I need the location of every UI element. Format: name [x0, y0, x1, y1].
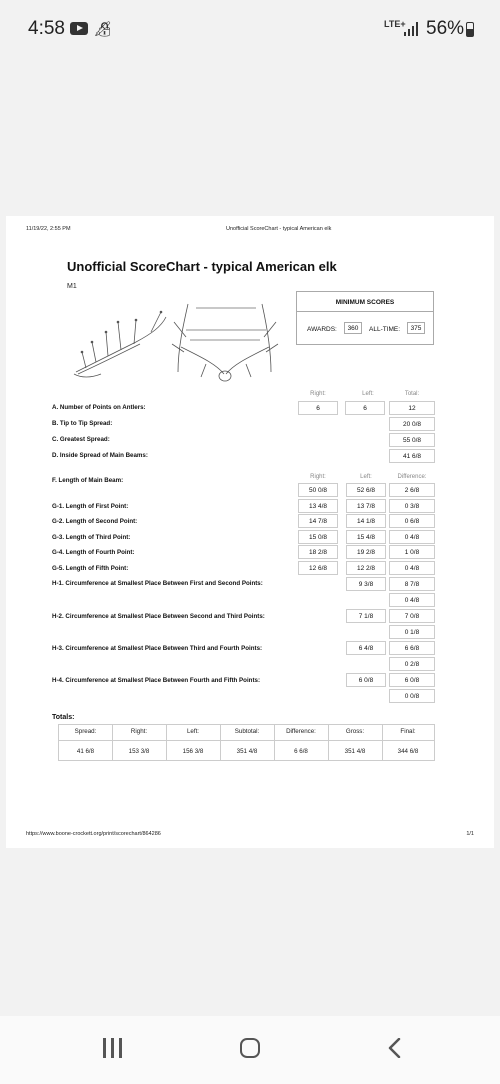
h4-right: 6 0/8: [346, 673, 386, 687]
lock-icon: 🔏︎: [93, 21, 113, 38]
totals-table: [58, 724, 435, 761]
main-beam-diff: 2 6/8: [389, 483, 435, 497]
g2-left: 14 1/8: [346, 514, 386, 528]
totals-label: Totals:: [52, 714, 75, 721]
totals-left: 156 3/8: [182, 748, 204, 755]
totals-header-subtotal: Subtotal:: [234, 728, 260, 735]
g2-right: 14 7/8: [298, 514, 338, 528]
totals-header-difference: Difference:: [286, 728, 316, 735]
inside-spread-value: 41 6/8: [389, 449, 435, 463]
totals-spread: 41 6/8: [76, 748, 95, 755]
totals-divider: [59, 740, 434, 741]
g2-diff: 0 6/8: [389, 514, 435, 528]
h1-right: 9 3/8: [346, 577, 386, 591]
g5-left: 12 2/8: [346, 561, 386, 575]
totals-right: 153 3/8: [128, 748, 150, 755]
g1-left: 13 7/8: [346, 499, 386, 513]
totals-subtotal: 351 4/8: [236, 748, 258, 755]
header-left: Left:: [362, 391, 374, 397]
totals-header-spread: Spread:: [74, 728, 97, 735]
greatest-spread-value: 55 0/8: [389, 433, 435, 447]
h1-label: H-1. Circumference at Smallest Place Between First and Second Points:: [52, 580, 263, 587]
h2-left: 7 0/8: [389, 609, 435, 623]
battery-icon: [466, 22, 474, 37]
h2-diff: 0 1/8: [389, 625, 435, 639]
tip-spread-label: B. Tip to Tip Spread:: [52, 420, 113, 427]
g1-diff: 0 3/8: [389, 499, 435, 513]
print-title: Unofficial ScoreChart - typical American elk: [226, 226, 332, 232]
document-page: [6, 216, 494, 848]
g5-label: G-5. Length of Fifth Point:: [52, 565, 129, 572]
g3-diff: 0 4/8: [389, 530, 435, 544]
h4-left: 6 0/8: [389, 673, 435, 687]
h1-diff: 0 4/8: [389, 593, 435, 607]
divider: [297, 311, 433, 312]
signal-icon: [404, 22, 420, 36]
h3-label: H-3. Circumference at Smallest Place Between Third and Fourth Points:: [52, 645, 263, 652]
h3-left: 6 6/8: [389, 641, 435, 655]
header-total: Total:: [404, 391, 420, 397]
back-button[interactable]: [386, 1038, 404, 1058]
header-right: Right:: [310, 391, 326, 397]
network-type: LTE+: [384, 19, 406, 29]
h3-right: 6 4/8: [346, 641, 386, 655]
header-left-2: Left:: [360, 474, 372, 480]
totals-gross: 351 4/8: [344, 748, 366, 755]
awards-label: AWARDS:: [307, 326, 337, 333]
totals-difference: 6 6/8: [294, 748, 308, 755]
points-left: 6: [345, 401, 385, 415]
g3-right: 15 0/8: [298, 530, 338, 544]
recents-button[interactable]: [103, 1038, 123, 1058]
antler-illustration: [66, 292, 296, 382]
greatest-spread-label: C. Greatest Spread:: [52, 436, 110, 443]
g4-left: 19 2/8: [346, 545, 386, 559]
totals-final: 344 6/8: [397, 748, 419, 755]
header-right-2: Right:: [310, 474, 326, 480]
g3-label: G-3. Length of Third Point:: [52, 534, 131, 541]
tip-spread-value: 20 0/8: [389, 417, 435, 431]
page-url: https://www.boone-crockett.org/print/scorechart/864286: [26, 831, 161, 837]
page-number: 1/1: [466, 831, 474, 837]
h4-label: H-4. Circumference at Smallest Place Between Fourth and Fifth Points:: [52, 677, 261, 684]
main-beam-left: 52 6/8: [346, 483, 386, 497]
points-total: 12: [389, 401, 435, 415]
status-bar: [0, 0, 500, 60]
totals-header-gross: Gross:: [345, 728, 365, 735]
g1-right: 13 4/8: [298, 499, 338, 513]
g4-right: 18 2/8: [298, 545, 338, 559]
chart-code: M1: [67, 283, 77, 290]
totals-header-left: Left:: [186, 728, 200, 735]
status-time: 4:58: [28, 18, 65, 39]
h2-right: 7 1/8: [346, 609, 386, 623]
g3-left: 15 4/8: [346, 530, 386, 544]
navigation-bar: [0, 1016, 500, 1084]
alltime-value: 375: [407, 322, 425, 334]
main-beam-label: F. Length of Main Beam:: [52, 477, 124, 484]
alltime-label: ALL-TIME:: [369, 326, 401, 333]
points-label: A. Number of Points on Antlers:: [52, 404, 146, 411]
home-button[interactable]: [240, 1038, 260, 1058]
print-date: 11/19/22, 2:55 PM: [26, 226, 71, 232]
awards-value: 360: [344, 322, 362, 334]
g4-diff: 1 0/8: [389, 545, 435, 559]
g5-diff: 0 4/8: [389, 561, 435, 575]
minimum-scores-title: MINIMUM SCORES: [335, 299, 395, 306]
g5-right: 12 6/8: [298, 561, 338, 575]
totals-header-final: Final:: [400, 728, 416, 735]
points-right: 6: [298, 401, 338, 415]
battery-percent: 56%: [426, 18, 465, 39]
inside-spread-label: D. Inside Spread of Main Beams:: [52, 452, 148, 459]
g4-label: G-4. Length of Fourth Point:: [52, 549, 135, 556]
minimum-scores-box: [296, 291, 434, 345]
page-title: Unofficial ScoreChart - typical American elk: [67, 259, 337, 274]
h1-left: 8 7/8: [389, 577, 435, 591]
h2-label: H-2. Circumference at Smallest Place Between Second and Third Points:: [52, 613, 265, 620]
h3-diff: 0 2/8: [389, 657, 435, 671]
g2-label: G-2. Length of Second Point:: [52, 518, 138, 525]
header-difference: Difference:: [397, 474, 427, 480]
totals-header-right: Right:: [130, 728, 148, 735]
h4-diff: 0 0/8: [389, 689, 435, 703]
g1-label: G-1. Length of First Point:: [52, 503, 129, 510]
main-beam-right: 50 0/8: [298, 483, 338, 497]
youtube-icon: [70, 22, 88, 35]
